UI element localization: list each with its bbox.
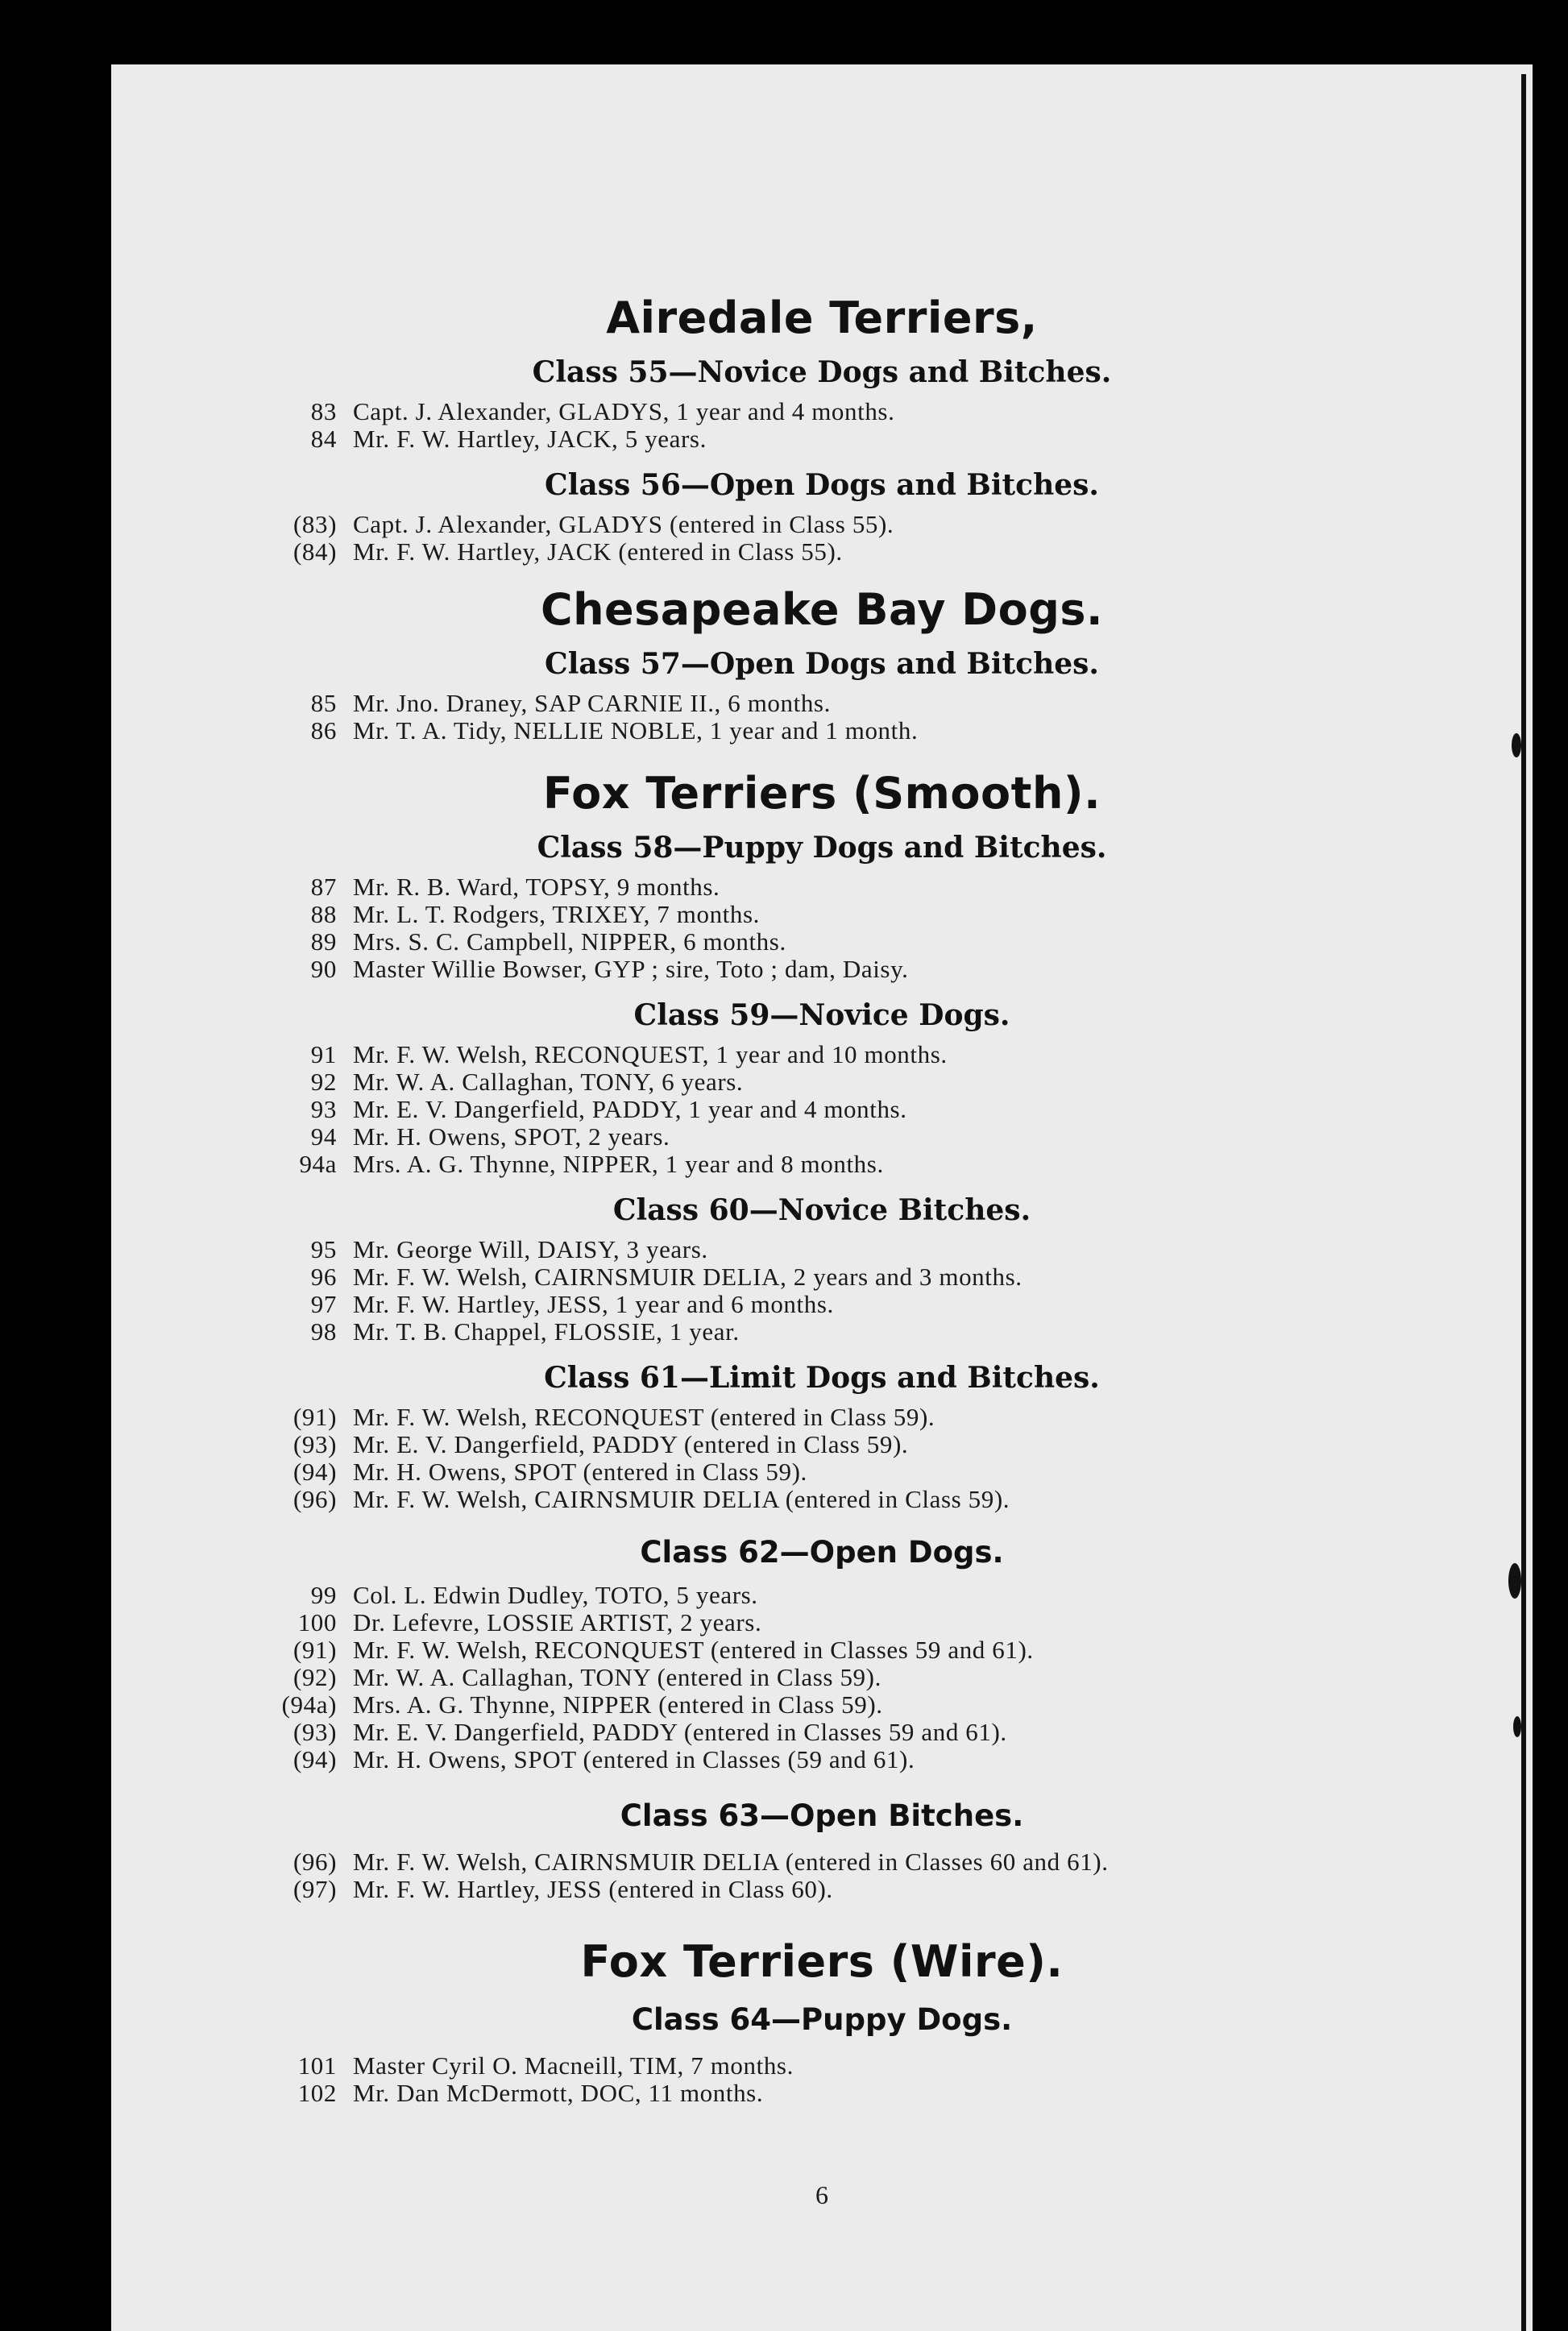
scan-speck (1513, 1716, 1521, 1737)
entry-number: 96 (310, 1263, 337, 1291)
entry-text: Mr. Jno. Draney, SAP CARNIE II., 6 months. (353, 689, 831, 717)
entry-text: Mr. F. W. Hartley, JESS (entered in Class 60). (353, 1875, 833, 1903)
list-item (111, 928, 1533, 956)
scan-speck (1508, 1563, 1521, 1599)
entry-text: Mrs. A. G. Thynne, NIPPER, 1 year and 8 months. (353, 1150, 884, 1178)
entry-list-class-63 (111, 1848, 1533, 1903)
entry-text: Mr. R. B. Ward, TOPSY, 9 months. (353, 873, 720, 901)
page-number: 6 (815, 2180, 828, 2209)
entry-number: (91) (292, 1403, 337, 1431)
entry-text: Mr. F. W. Welsh, CAIRNSMUIR DELIA (entered in Classes 60 and 61). (353, 1848, 1109, 1876)
entry-number: 91 (310, 1040, 337, 1068)
list-item (111, 2080, 1533, 2107)
entry-text: Mr. F. W. Welsh, CAIRNSMUIR DELIA (entered in Class 59). (353, 1485, 1010, 1513)
list-item (111, 1609, 1533, 1636)
entry-number: 85 (310, 689, 337, 717)
entry-text: Mr. Dan McDermott, DOC, 11 months. (353, 2079, 764, 2107)
list-item (111, 1068, 1533, 1096)
entry-text: Col. L. Edwin Dudley, TOTO, 5 years. (353, 1581, 758, 1609)
entry-number: (96) (292, 1848, 337, 1876)
class-heading-64: Class 64—Puppy Dogs. (631, 2002, 1013, 2037)
entry-text: Mr. E. V. Dangerfield, PADDY, 1 year and 4 months. (353, 1095, 907, 1123)
entry-list-class-56 (111, 511, 1533, 566)
entry-number: (84) (292, 537, 337, 566)
list-item (111, 538, 1533, 566)
list-item (111, 1431, 1533, 1458)
class-heading-60: Class 60—Novice Bitches. (612, 1193, 1031, 1227)
list-item (111, 1404, 1533, 1431)
entry-text: Mr. T. B. Chappel, FLOSSIE, 1 year. (353, 1317, 740, 1346)
list-item (111, 425, 1533, 453)
entry-text: Mrs. S. C. Campbell, NIPPER, 6 months. (353, 927, 786, 956)
entry-text: Mr. F. W. Welsh, RECONQUEST (entered in Classes 59 and 61). (353, 1636, 1034, 1664)
binding-edge-rule (1521, 74, 1526, 2331)
list-item (111, 1664, 1533, 1691)
entry-number: (94) (292, 1458, 337, 1486)
entry-number: (93) (292, 1718, 337, 1746)
entry-list-class-55 (111, 398, 1533, 453)
list-item (111, 1458, 1533, 1486)
entry-text: Capt. J. Alexander, GLADYS (entered in Class 55). (353, 510, 894, 538)
list-item (111, 1486, 1533, 1513)
entry-number: 90 (310, 955, 337, 983)
entry-text: Mr. E. V. Dangerfield, PADDY (entered in Classes 59 and 61). (353, 1718, 1007, 1746)
entry-list-class-59 (111, 1041, 1533, 1178)
entry-number: (92) (292, 1663, 337, 1691)
list-item (111, 1236, 1533, 1263)
entry-text: Dr. Lefevre, LOSSIE ARTIST, 2 years. (353, 1608, 762, 1636)
entry-text: Mr. H. Owens, SPOT (entered in Classes (59 and 61). (353, 1745, 915, 1773)
entry-text: Mr. F. W. Welsh, RECONQUEST, 1 year and 10 months. (353, 1040, 948, 1068)
list-item (111, 690, 1533, 717)
entry-number: 84 (310, 425, 337, 453)
class-heading-63: Class 63—Open Bitches. (620, 1798, 1024, 1833)
entry-text: Mr. F. W. Welsh, RECONQUEST (entered in Class 59). (353, 1403, 935, 1431)
entry-text: Mr. George Will, DAISY, 3 years. (353, 1235, 708, 1263)
entry-text: Master Willie Bowser, GYP ; sire, Toto ; dam, Daisy. (353, 955, 909, 983)
list-item (111, 1123, 1533, 1151)
list-item (111, 956, 1533, 983)
entry-text: Mr. E. V. Dangerfield, PADDY (entered in Class 59). (353, 1430, 909, 1458)
entry-number: (94) (292, 1745, 337, 1773)
class-heading-57: Class 57—Open Dogs and Bitches. (545, 647, 1099, 681)
entry-number: 83 (310, 397, 337, 425)
class-heading-61: Class 61—Limit Dogs and Bitches. (544, 1361, 1100, 1395)
entry-text: Mr. F. W. Hartley, JESS, 1 year and 6 months. (353, 1290, 834, 1318)
entry-number: 98 (310, 1317, 337, 1346)
scan-speck (1512, 733, 1521, 757)
entry-text: Mr. T. A. Tidy, NELLIE NOBLE, 1 year and 1 month. (353, 716, 919, 745)
list-item (111, 1096, 1533, 1123)
entry-number: 89 (310, 927, 337, 956)
entry-number: 88 (310, 900, 337, 928)
class-heading-56: Class 56—Open Dogs and Bitches. (545, 468, 1099, 502)
entry-list-class-60 (111, 1236, 1533, 1346)
entry-text: Mr. F. W. Hartley, JACK, 5 years. (353, 425, 707, 453)
list-item (111, 1848, 1533, 1876)
entry-text: Capt. J. Alexander, GLADYS, 1 year and 4 months. (353, 397, 895, 425)
entry-list-class-58 (111, 873, 1533, 983)
list-item (111, 398, 1533, 425)
list-item (111, 1876, 1533, 1903)
class-heading-58: Class 58—Puppy Dogs and Bitches. (537, 831, 1107, 865)
list-item (111, 873, 1533, 901)
entry-number: (91) (292, 1636, 337, 1664)
entry-number: 102 (297, 2079, 337, 2107)
entry-number: 87 (310, 873, 337, 901)
list-item (111, 1746, 1533, 1773)
catalog-page (111, 64, 1533, 2331)
entry-number: 92 (310, 1068, 337, 1096)
class-heading-55: Class 55—Novice Dogs and Bitches. (532, 355, 1112, 389)
entry-list-class-61 (111, 1404, 1533, 1513)
entry-text: Mr. W. A. Callaghan, TONY (entered in Class 59). (353, 1663, 881, 1691)
entry-number: 99 (310, 1581, 337, 1609)
list-item (111, 2052, 1533, 2080)
entry-number: (94a) (281, 1690, 337, 1719)
entry-number: (96) (292, 1485, 337, 1513)
list-item (111, 1041, 1533, 1068)
entry-number: 93 (310, 1095, 337, 1123)
entry-list-class-62 (111, 1582, 1533, 1773)
entry-list-class-57 (111, 690, 1533, 745)
entry-text: Mr. H. Owens, SPOT, 2 years. (353, 1122, 670, 1151)
entry-number: 95 (310, 1235, 337, 1263)
entry-number: 94a (299, 1150, 337, 1178)
entry-number: 97 (310, 1290, 337, 1318)
entry-number: (93) (292, 1430, 337, 1458)
list-item (111, 1582, 1533, 1609)
list-item (111, 1719, 1533, 1746)
list-item (111, 511, 1533, 538)
entry-number: 100 (297, 1608, 337, 1636)
list-item (111, 1263, 1533, 1291)
page-content (111, 226, 1533, 2107)
entry-number: 101 (297, 2051, 337, 2080)
list-item (111, 1318, 1533, 1346)
entry-number: (83) (292, 510, 337, 538)
breed-heading-chesapeake: Chesapeake Bay Dogs. (540, 584, 1104, 635)
breed-heading-fox-wire: Fox Terriers (Wire). (580, 1936, 1064, 1987)
entry-text: Mr. W. A. Callaghan, TONY, 6 years. (353, 1068, 744, 1096)
entry-text: Master Cyril O. Macneill, TIM, 7 months. (353, 2051, 794, 2080)
list-item (111, 901, 1533, 928)
class-heading-59: Class 59—Novice Dogs. (633, 998, 1010, 1032)
breed-heading-airedale: Airedale Terriers, (606, 292, 1038, 343)
entry-number: (97) (292, 1875, 337, 1903)
entry-text: Mr. F. W. Hartley, JACK (entered in Class 55). (353, 537, 843, 566)
entry-text: Mr. L. T. Rodgers, TRIXEY, 7 months. (353, 900, 760, 928)
class-heading-62: Class 62—Open Dogs. (640, 1535, 1004, 1570)
list-item (111, 1691, 1533, 1719)
entry-text: Mr. F. W. Welsh, CAIRNSMUIR DELIA, 2 years and 3 months. (353, 1263, 1023, 1291)
entry-number: 86 (310, 716, 337, 745)
list-item (111, 717, 1533, 745)
entry-text: Mrs. A. G. Thynne, NIPPER (entered in Class 59). (353, 1690, 883, 1719)
entry-list-class-64 (111, 2052, 1533, 2107)
entry-number: 94 (310, 1122, 337, 1151)
list-item (111, 1636, 1533, 1664)
list-item (111, 1291, 1533, 1318)
breed-heading-fox-smooth: Fox Terriers (Smooth). (542, 768, 1101, 819)
entry-text: Mr. H. Owens, SPOT (entered in Class 59). (353, 1458, 807, 1486)
list-item (111, 1151, 1533, 1178)
